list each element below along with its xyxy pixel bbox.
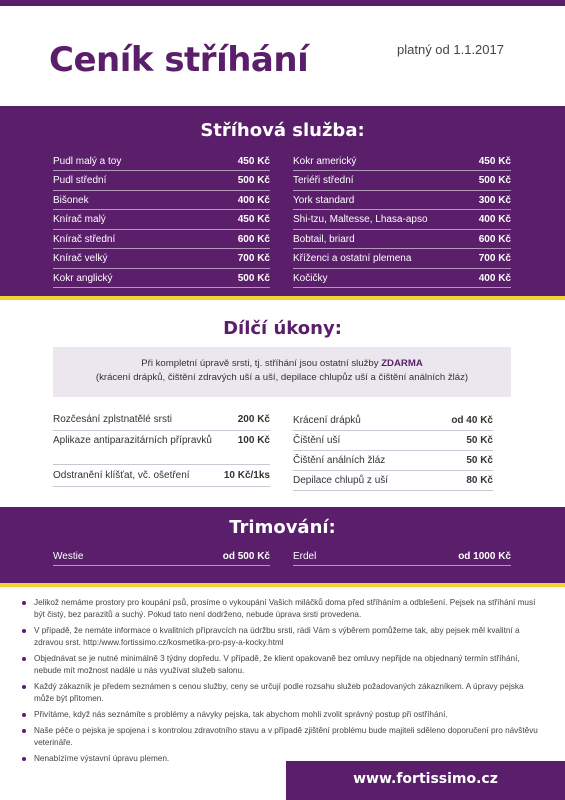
price-row <box>293 191 511 210</box>
service-name: Knírač malý <box>53 214 106 225</box>
service-name: York standard <box>293 194 355 206</box>
service-name: Aplikaze antiparazitárních přípravků <box>53 435 212 446</box>
price-row <box>293 269 511 288</box>
service-price: od 40 Kč <box>451 415 493 426</box>
service-price: 700 Kč <box>237 253 270 264</box>
note-line-1 <box>53 357 511 371</box>
grooming-section <box>0 106 565 297</box>
service-price: 50 Kč <box>466 455 493 466</box>
note-item <box>22 725 542 749</box>
note-text: Při kompletní úpravě srsti, tj. stříhání jsou ostatní služby <box>141 358 379 369</box>
price-row <box>293 230 511 249</box>
service-name: Krácení drápků <box>293 415 361 426</box>
service-price: 700 Kč <box>478 253 511 264</box>
note-line-2: (krácení drápků, čištění zdravých uší a uší, depilace chlupůz uší a čištění análních žláz) <box>95 372 469 383</box>
note-item <box>22 597 542 621</box>
bullet-icon <box>22 713 26 717</box>
price-row <box>293 451 493 471</box>
price-row <box>53 432 270 465</box>
service-name: Kokr americký <box>293 155 357 167</box>
price-row <box>293 172 511 191</box>
service-price: 600 Kč <box>478 233 511 245</box>
service-name: Kokr anglický <box>53 272 113 284</box>
service-name: Čištění análních žláz <box>293 455 386 466</box>
grooming-title: Stříhová služba: <box>200 120 365 141</box>
service-name: Pudl malý a toy <box>53 155 122 167</box>
free-badge: ZDARMA <box>381 358 423 369</box>
service-name: Depilace chlupů z uší <box>293 475 389 486</box>
partial-title: Dílčí úkony: <box>223 318 342 339</box>
service-price: 50 Kč <box>466 435 493 446</box>
price-row <box>53 152 270 171</box>
service-price: 300 Kč <box>478 194 511 206</box>
service-name: Odstranění klíšťat, vč. ošetření <box>53 470 190 481</box>
service-price: 500 Kč <box>478 175 511 186</box>
trimming-name: Westie <box>53 550 84 562</box>
trimming-price: od 1000 Kč <box>458 550 511 562</box>
note-text: Jelikož nemáme prostory pro koupání psů, prosíme o vykoupání Vašich miláčků doma před stříháním a odblešení. Pejsek na stříhání musí být čistý, bez parazitů a suchý. Pokud tato není dodrženo, nebude úprava srsti provedena. <box>34 598 536 619</box>
free-services-note <box>53 347 511 397</box>
service-name: Knírač střední <box>53 233 116 245</box>
price-row <box>293 431 493 451</box>
service-name: Teriéři střední <box>293 175 354 186</box>
bullet-icon <box>22 729 26 733</box>
yellow-divider <box>0 296 565 300</box>
note-text: V případě, že nemáte informace o kvalitních přípravcích na údržbu srsti, rádi Vám s výběrem pomůžeme tak, aby pejsek měl kvalitní a zdravou srst. http:/www.fortissimo.cz/kosmetika-pro-psy-a-kocky.html <box>34 626 520 647</box>
service-price: 600 Kč <box>237 233 270 245</box>
service-price: 500 Kč <box>237 175 270 186</box>
service-name: Shi-tzu, Maltesse, Lhasa-apso <box>293 214 428 225</box>
website-link[interactable]: www.fortissimo.cz <box>353 771 498 787</box>
service-name: Knírač velký <box>53 253 108 264</box>
bullet-icon <box>22 601 26 605</box>
bullet-icon <box>22 685 26 689</box>
price-row <box>293 152 511 171</box>
bullet-icon <box>22 657 26 661</box>
price-row <box>53 269 270 288</box>
price-row <box>53 191 270 210</box>
service-name: Bišonek <box>53 194 89 206</box>
note-item <box>22 709 542 721</box>
page-title: Ceník stříhání <box>49 40 309 80</box>
service-name: Rozčesání zplstnatělé srsti <box>53 414 172 425</box>
price-row <box>293 250 511 269</box>
price-row <box>293 471 493 491</box>
note-text: Naše péče o pejska je spojena i s kontrolou zdravotního stavu a v případě zjištění problému bude majiteli sděleno doporučení pro návštěvu veterináře. <box>34 726 538 747</box>
note-text: Nenabízíme výstavní úpravu plemen. <box>34 754 170 763</box>
trimming-row-westie <box>53 547 270 566</box>
trimming-price: od 500 Kč <box>222 550 270 562</box>
service-price: 200 Kč <box>237 414 270 425</box>
service-name: Čištění uší <box>293 435 341 446</box>
note-item <box>22 653 542 677</box>
trimming-row-erdel <box>293 547 511 566</box>
price-row <box>293 411 493 431</box>
valid-from-text: platný od 1.1.2017 <box>397 42 504 57</box>
service-price: 450 Kč <box>237 155 270 167</box>
note-text: Každý zákazník je předem seznámen s cenou služby, ceny se určují podle rozsahu služeb požadovaných zákazníkem. A úpravy pejska může být přitomen. <box>34 682 524 703</box>
trimming-section <box>0 507 565 583</box>
note-text: Přivítáme, když nás seznámíte s problémy a návyky pejska, tak abychom mohli zvolit správný postup při ostříhání. <box>34 710 448 719</box>
service-price: 400 Kč <box>478 272 511 284</box>
service-price: 400 Kč <box>478 214 511 225</box>
service-name: Kříženci a ostatní plemena <box>293 253 412 264</box>
price-row <box>53 250 270 269</box>
price-row <box>293 211 511 230</box>
bullet-icon <box>22 629 26 633</box>
notes-list <box>22 597 542 769</box>
service-name: Kočičky <box>293 272 328 284</box>
yellow-divider <box>0 583 565 587</box>
service-price: 100 Kč <box>237 435 270 446</box>
note-item <box>22 625 542 649</box>
service-price: 400 Kč <box>237 194 270 206</box>
service-price: 10 Kč/1ks <box>223 470 270 481</box>
website-banner <box>286 761 565 800</box>
price-row <box>53 411 270 431</box>
service-price: 500 Kč <box>237 272 270 284</box>
bullet-icon <box>22 757 26 761</box>
service-name: Bobtail, briard <box>293 233 355 245</box>
service-price: 450 Kč <box>478 155 511 167</box>
service-price: 80 Kč <box>466 475 493 486</box>
price-row <box>53 211 270 230</box>
price-row <box>53 172 270 191</box>
header <box>0 6 565 106</box>
trimming-name: Erdel <box>293 550 317 562</box>
service-price: 450 Kč <box>237 214 270 225</box>
price-row <box>53 467 270 487</box>
trimming-title: Trimování: <box>229 517 336 538</box>
service-name: Pudl střední <box>53 175 107 186</box>
note-item <box>22 681 542 705</box>
note-text: Objednávat se je nutné minimálně 3 týdny dopředu. V případě, že klient opakovaně bez omluvy nepřijde na objednaný termín stříhání, nebude mít možnost nadále u nás využívat služeb salonu. <box>34 654 520 675</box>
price-row <box>53 230 270 249</box>
